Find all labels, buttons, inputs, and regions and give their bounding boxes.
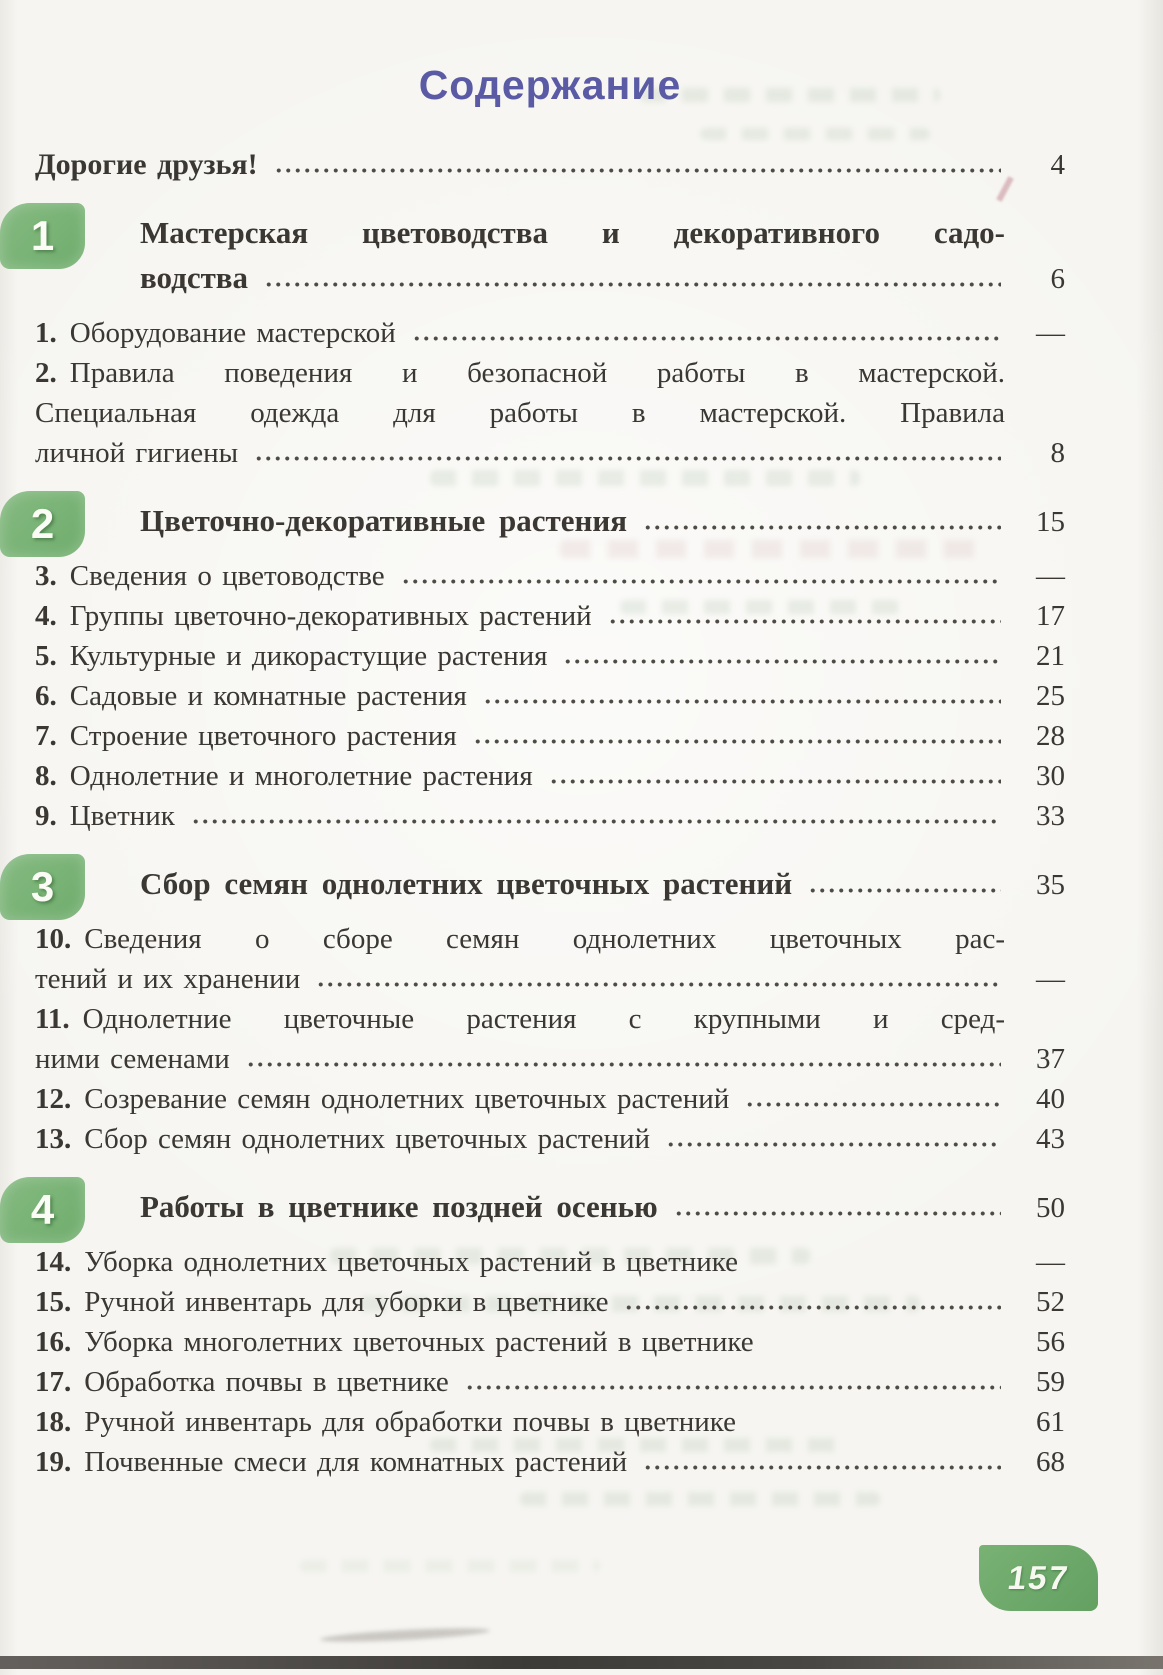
dotted-leader: [191, 818, 1001, 825]
item-number: 3.: [35, 560, 57, 592]
folio-number: 157: [1005, 1559, 1072, 1596]
entry-text: Сведения о цветоводстве: [69, 560, 385, 592]
toc-entry-line: [35, 959, 1065, 999]
toc-entry-line: [35, 313, 1065, 353]
chapter-heading-text: [140, 1185, 1065, 1230]
entry-page-number: 56: [1036, 1326, 1065, 1358]
toc-entry-line: [35, 919, 1065, 959]
entry-text: Ручной инвентарь для обработки почвы в цветнике: [84, 1406, 737, 1438]
dotted-leader: [674, 1210, 1001, 1217]
item-number: 7.: [35, 720, 57, 752]
folio-badge: [979, 1545, 1098, 1611]
entry-text: Обработка почвы в цветнике: [84, 1366, 449, 1398]
entry-text: Однолетние и многолетние растения: [69, 760, 533, 792]
toc-entry-line: [35, 1282, 1065, 1322]
dotted-leader: [643, 1464, 1001, 1471]
entry-text: Культурные и дикорастущие растения: [69, 640, 548, 672]
toc-entry-line: [35, 796, 1065, 836]
item-number: 19.: [35, 1446, 72, 1478]
page-content: [30, 0, 1065, 1482]
toc-entry-line: [140, 256, 1065, 301]
toc-entry-line: [35, 676, 1065, 716]
entry-text: Цветник: [69, 800, 175, 832]
entry-text: Ручной инвентарь для уборки в цветнике: [84, 1286, 609, 1318]
dotted-leader: [465, 1384, 1001, 1391]
item-number: 6.: [35, 680, 57, 712]
chapter-heading-text: [140, 499, 1065, 544]
item-number: 16.: [35, 1326, 72, 1358]
entry-text: Строение цветочного растения: [69, 720, 457, 752]
entry-page-number: 30: [1036, 760, 1065, 792]
dotted-leader: [412, 335, 1001, 342]
entry-page-number: —: [1036, 1246, 1065, 1278]
toc-entry-line: [35, 999, 1065, 1039]
entry-page-number: 59: [1036, 1366, 1065, 1398]
entry-page-number: —: [1036, 963, 1065, 995]
toc-entry-line: [140, 1185, 1065, 1230]
dotted-leader: [666, 1141, 1001, 1148]
chapter-number-badge: 1: [0, 203, 85, 269]
item-number: 17.: [35, 1366, 72, 1398]
entry-text: Специальная одежда для работы в мастерской. Правила: [35, 397, 1005, 429]
entry-text: личной гигиены: [35, 437, 239, 469]
entry-text: Сведения о сборе семян однолетних цветочных рас-: [84, 923, 1005, 955]
entry-page-number: —: [1036, 317, 1065, 349]
dotted-leader: [483, 698, 1001, 705]
dotted-leader: [745, 1101, 1001, 1108]
entry-text: тений и их хранении: [35, 963, 301, 995]
entry-page-number: 35: [1036, 869, 1065, 901]
entry-page-number: 15: [1036, 506, 1065, 538]
entry-text: Группы цветочно-декоративных растений: [69, 600, 592, 632]
dotted-leader: [549, 778, 1001, 785]
bleed-through-artifact: [300, 1560, 600, 1572]
chapter-heading: [30, 1185, 1065, 1233]
dotted-leader: [643, 524, 1001, 531]
entry-page-number: 21: [1036, 640, 1065, 672]
item-number: 13.: [35, 1123, 72, 1155]
entry-page-number: 28: [1036, 720, 1065, 752]
entry-text: Правила поведения и безопасной работы в мастерской.: [69, 357, 1005, 389]
item-number: 5.: [35, 640, 57, 672]
entry-text: Садовые и комнатные растения: [69, 680, 467, 712]
chapter-heading-text: [140, 211, 1065, 301]
entry-page-number: 68: [1036, 1446, 1065, 1478]
entry-text: Сбор семян однолетних цветочных растений: [84, 1123, 651, 1155]
dotted-leader: [608, 618, 1001, 625]
dotted-leader: [254, 455, 1001, 462]
entry-page-number: 40: [1036, 1083, 1065, 1115]
entry-page-number: 43: [1036, 1123, 1065, 1155]
item-number: 12.: [35, 1083, 72, 1115]
entry-page-number: 25: [1036, 680, 1065, 712]
item-number: 15.: [35, 1286, 72, 1318]
entry-text: Созревание семян однолетних цветочных растений: [84, 1083, 730, 1115]
toc-entry-line: [35, 636, 1065, 676]
entry-text: Почвенные смеси для комнатных растений: [84, 1446, 628, 1478]
item-number: 2.: [35, 357, 57, 389]
dotted-leader: [401, 578, 1001, 585]
item-number: 9.: [35, 800, 57, 832]
dotted-leader: [316, 981, 1001, 988]
dotted-leader: [246, 1061, 1001, 1068]
toc-entry-line: [35, 556, 1065, 596]
toc-entry-line: [35, 433, 1065, 473]
entry-text: ними семенами: [35, 1043, 230, 1075]
entry-text: Работы в цветнике поздней осенью: [140, 1189, 658, 1224]
entry-page-number: 8: [1050, 437, 1065, 469]
entry-text: Однолетние цветочные растения с крупными и сред-: [82, 1003, 1005, 1035]
dotted-leader: [264, 281, 1001, 288]
toc-entry-line: [140, 499, 1065, 544]
scan-edge-bottom: [0, 1656, 1163, 1669]
entry-text: Дорогие друзья!: [35, 148, 258, 181]
entry-page-number: 52: [1036, 1286, 1065, 1318]
entry-text: Уборка многолетних цветочных растений в цветнике: [84, 1326, 754, 1358]
toc-entry-line: [35, 1242, 1065, 1282]
item-number: 11.: [35, 1003, 70, 1035]
toc-entry-line: [140, 211, 1065, 256]
toc-entry-line: [35, 1322, 1065, 1362]
toc-entry-line: [35, 1442, 1065, 1482]
page-title: Содержание: [418, 62, 682, 108]
entry-text: Мастерская цветоводства и декоративного садо-: [140, 215, 1005, 250]
entry-page-number: 50: [1036, 1192, 1065, 1224]
toc-entry-line: [35, 1362, 1065, 1402]
toc-entry-line: [35, 145, 1065, 185]
chapter-heading-text: [140, 862, 1065, 907]
item-number: 1.: [35, 317, 57, 349]
entry-page-number: 17: [1036, 600, 1065, 632]
dotted-leader: [563, 658, 1001, 665]
entry-text: водства: [140, 260, 249, 295]
toc-entry-line: [35, 393, 1065, 433]
toc-entry-line: [35, 1039, 1065, 1079]
chapter-heading: [30, 499, 1065, 547]
toc-entry-line: [35, 1119, 1065, 1159]
entry-page-number: —: [1036, 560, 1065, 592]
chapter-number-badge: 4: [0, 1177, 85, 1243]
entry-page-number: 4: [1050, 149, 1065, 181]
item-number: 10.: [35, 923, 72, 955]
entry-page-number: 37: [1036, 1043, 1065, 1075]
dotted-leader: [624, 1304, 1001, 1311]
toc-entry-line: [35, 1079, 1065, 1119]
entry-text: Сбор семян однолетних цветочных растений: [140, 866, 793, 901]
toc-entry-line: [35, 1402, 1065, 1442]
entry-page-number: 61: [1036, 1406, 1065, 1438]
chapter-heading: [30, 862, 1065, 910]
toc-entry-line: [35, 756, 1065, 796]
toc-entry-line: [35, 353, 1065, 393]
toc-entry-line: [35, 716, 1065, 756]
entry-text: Оборудование мастерской: [69, 317, 396, 349]
chapter-number-badge: 3: [0, 854, 85, 920]
bleed-through-artifact: [520, 1492, 880, 1506]
item-number: 4.: [35, 600, 57, 632]
toc-list: [30, 145, 1065, 1482]
dotted-leader: [274, 167, 1001, 174]
entry-text: Уборка однолетних цветочных растений в цветнике: [84, 1246, 739, 1278]
toc-entry-line: [35, 596, 1065, 636]
toc-entry-line: [140, 862, 1065, 907]
pencil-smudge: [320, 1626, 490, 1645]
item-number: 8.: [35, 760, 57, 792]
entry-text: Цветочно-декоративные растения: [140, 503, 628, 538]
chapter-heading: [30, 211, 1065, 301]
dotted-leader: [473, 738, 1001, 745]
entry-page-number: 33: [1036, 800, 1065, 832]
item-number: 14.: [35, 1246, 72, 1278]
chapter-number-badge: 2: [0, 491, 85, 557]
item-number: 18.: [35, 1406, 72, 1438]
entry-page-number: 6: [1050, 263, 1065, 295]
dotted-leader: [808, 887, 1001, 894]
